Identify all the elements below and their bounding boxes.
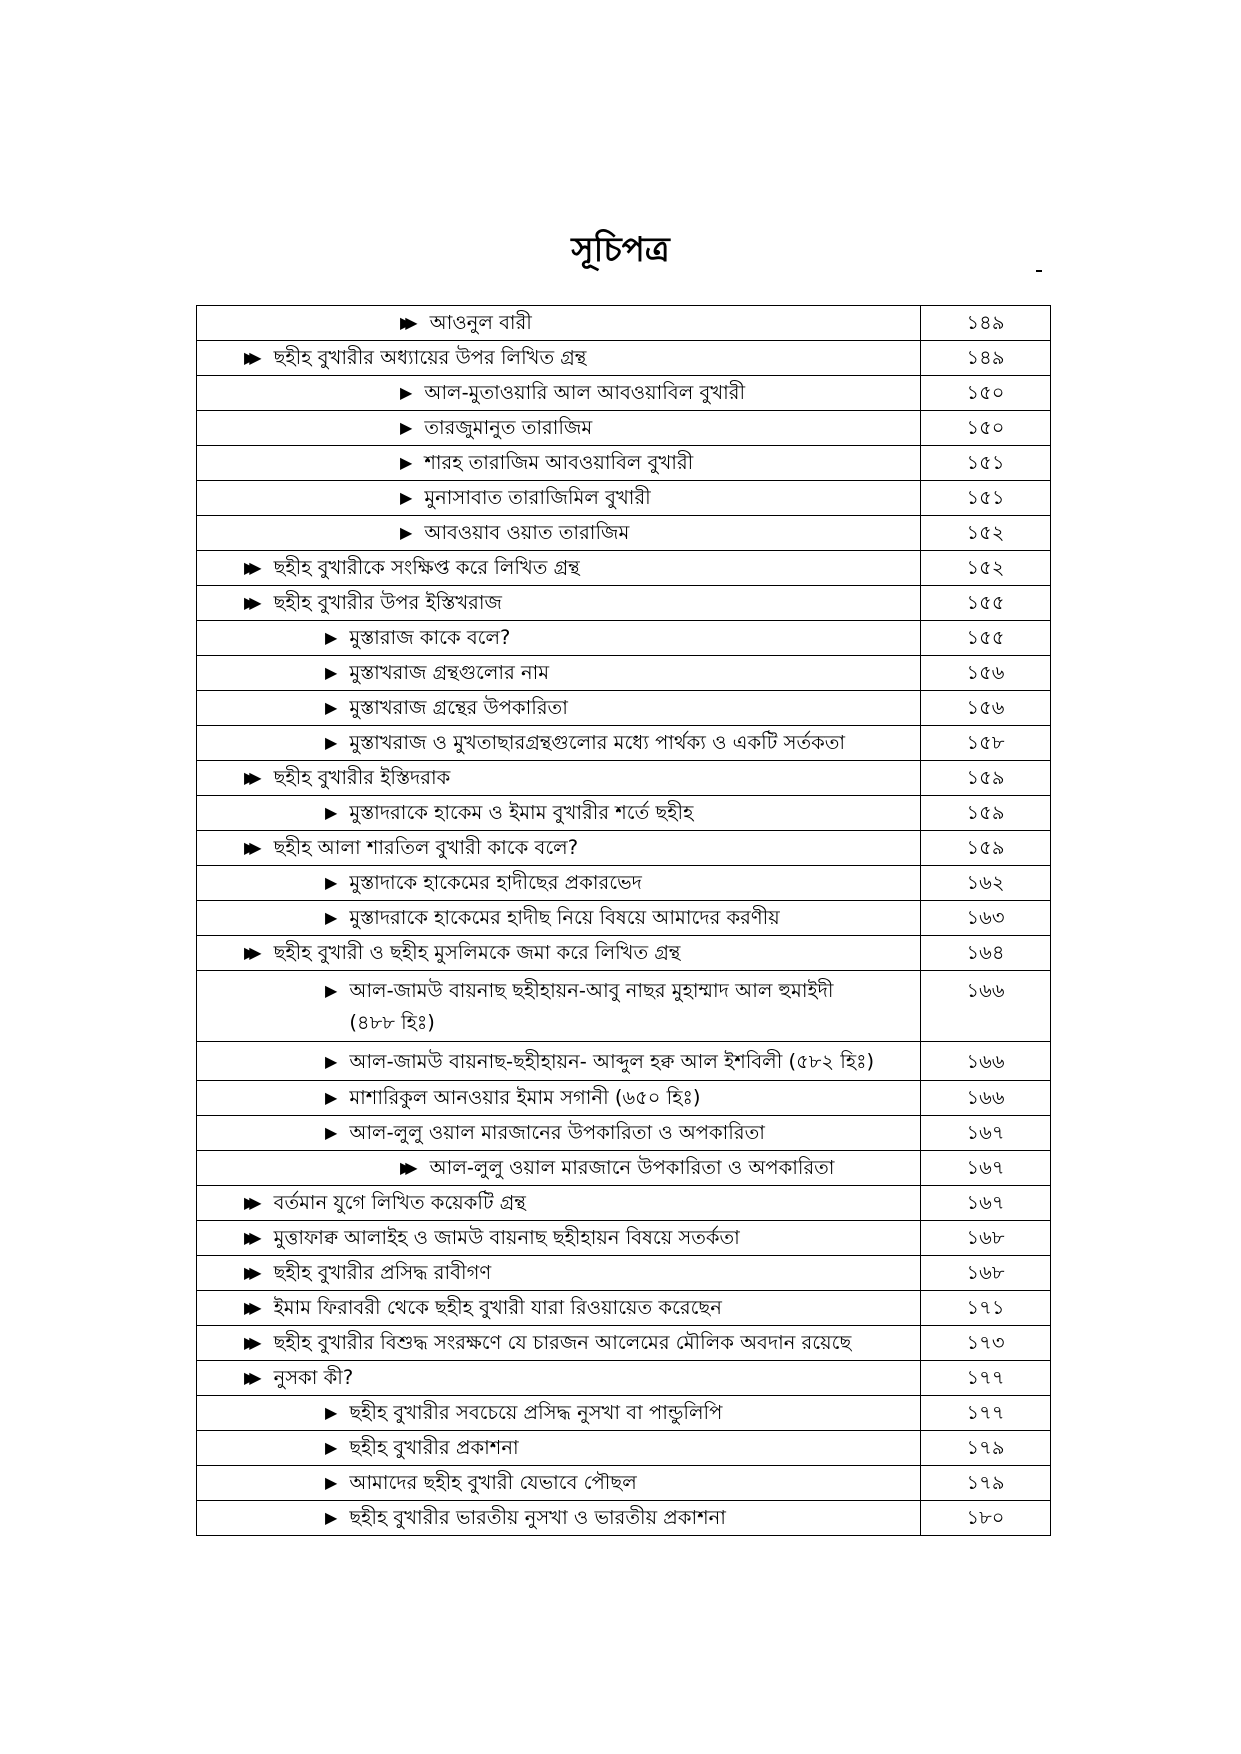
toc-entry[interactable]: [197, 1186, 921, 1221]
toc-entry[interactable]: [197, 761, 921, 796]
arrow-icon: ▶: [325, 908, 338, 927]
toc-page-number: ১৮০: [921, 1501, 1051, 1536]
toc-entry-label: মুত্তাফাক্ব আলাইহ ও জামউ বায়নাছ ছহীহায়ন বিষয়ে সতর্কতা: [273, 1226, 740, 1249]
double-arrow-icon: ▶▶: [244, 768, 255, 787]
toc-row[interactable]: [197, 1466, 1051, 1501]
toc-table: [196, 305, 1051, 1536]
toc-page-number: ১৫০: [921, 376, 1051, 411]
toc-row[interactable]: [197, 866, 1051, 901]
arrow-icon: ▶: [325, 733, 338, 752]
toc-entry-label: নুসকা কী?: [273, 1366, 354, 1389]
toc-entry[interactable]: [197, 481, 921, 516]
toc-entry[interactable]: [197, 656, 921, 691]
toc-row[interactable]: [197, 1431, 1051, 1466]
toc-entry-label: ছহীহ বুখারীর প্রসিদ্ধ রাবীগণ: [273, 1261, 492, 1284]
toc-page-number: ১৫৯: [921, 831, 1051, 866]
toc-entry[interactable]: [197, 1221, 921, 1256]
toc-entry[interactable]: [197, 1081, 921, 1116]
toc-entry-label: ছহীহ বুখারীকে সংক্ষিপ্ত করে লিখিত গ্রন্থ: [273, 556, 580, 579]
toc-row[interactable]: [197, 306, 1051, 341]
toc-page-number: ১৫৯: [921, 796, 1051, 831]
toc-entry[interactable]: [197, 1361, 921, 1396]
toc-row[interactable]: [197, 1501, 1051, 1536]
arrow-icon: ▶: [325, 981, 338, 1000]
toc-entry[interactable]: [197, 516, 921, 551]
toc-row[interactable]: [197, 726, 1051, 761]
toc-entry[interactable]: [197, 551, 921, 586]
toc-entry-label: ছহীহ বুখারীর ইস্তিদরাক: [273, 766, 451, 789]
toc-page-number: ১৬২: [921, 866, 1051, 901]
toc-page-number: ১৬৬: [921, 1081, 1051, 1116]
toc-page-number: ১৫৯: [921, 761, 1051, 796]
toc-entry-label: মুস্তারাজ কাকে বলে?: [349, 626, 511, 649]
toc-entry-label: তারজুমানুত তারাজিম: [424, 416, 593, 439]
arrow-icon: ▶: [400, 418, 413, 437]
toc-entry-label: মুস্তাখরাজ ও মুখতাছারগ্রন্থগুলোর মধ্যে পার্থক্য ও একটি সর্তকতা: [349, 731, 846, 754]
toc-entry-label: আল-মুতাওয়ারি আল আবওয়াবিল বুখারী: [424, 381, 746, 404]
toc-row[interactable]: [197, 411, 1051, 446]
toc-row[interactable]: [197, 1396, 1051, 1431]
arrow-icon: ▶: [325, 1052, 338, 1071]
toc-row[interactable]: [197, 971, 1051, 1042]
toc-page-number: ১৭৭: [921, 1396, 1051, 1431]
arrow-icon: ▶: [325, 873, 338, 892]
toc-page-number: ১৬৬: [921, 1042, 1051, 1081]
toc-entry-label: মুস্তাদাকে হাকেমের হাদীছের প্রকারভেদ: [349, 871, 642, 894]
toc-entry[interactable]: [197, 1466, 921, 1501]
toc-entry-label: ছহীহ বুখারীর প্রকাশনা: [349, 1436, 519, 1459]
arrow-icon: ▶: [325, 1123, 338, 1142]
double-arrow-icon: ▶▶: [244, 1263, 255, 1282]
toc-row[interactable]: [197, 656, 1051, 691]
toc-row[interactable]: [197, 341, 1051, 376]
toc-row[interactable]: [197, 796, 1051, 831]
double-arrow-icon: ▶▶: [400, 313, 411, 332]
arrow-icon: ▶: [325, 1473, 338, 1492]
toc-page-number: ১৬৬: [921, 971, 1051, 1042]
toc-row[interactable]: [197, 831, 1051, 866]
toc-entry[interactable]: [197, 621, 921, 656]
toc-entry-label: ছহীহ বুখারীর ভারতীয় নুসখা ও ভারতীয় প্রকাশনা: [349, 1506, 726, 1529]
arrow-icon: ▶: [325, 1508, 338, 1527]
toc-entry-label: ছহীহ বুখারী ও ছহীহ মুসলিমকে জমা করে লিখিত গ্রন্থ: [273, 941, 681, 964]
toc-row[interactable]: [197, 446, 1051, 481]
toc-page-number: ১৫০: [921, 411, 1051, 446]
arrow-icon: ▶: [400, 453, 413, 472]
toc-entry[interactable]: [197, 796, 921, 831]
toc-page-number: ১৬৪: [921, 936, 1051, 971]
toc-row[interactable]: [197, 761, 1051, 796]
toc-entry[interactable]: [197, 1291, 921, 1326]
toc-row[interactable]: [197, 1256, 1051, 1291]
toc-row[interactable]: [197, 1081, 1051, 1116]
toc-page-number: ১৬৩: [921, 901, 1051, 936]
arrow-icon: ▶: [325, 1438, 338, 1457]
toc-page-number: ১৭১: [921, 1291, 1051, 1326]
double-arrow-icon: ▶▶: [244, 348, 255, 367]
page-title: সূচিপত্র: [571, 230, 670, 270]
double-arrow-icon: ▶▶: [400, 1158, 411, 1177]
toc-entry-label: আমাদের ছহীহ বুখারী যেভাবে পৌছল: [349, 1471, 637, 1494]
toc-entry-label: আল-লুলু ওয়াল মারজানে উপকারিতা ও অপকারিতা: [429, 1156, 835, 1179]
toc-entry-label: মুনাসাবাত তারাজিমিল বুখারী: [424, 486, 651, 509]
toc-entry[interactable]: [197, 1042, 921, 1081]
toc-row[interactable]: [197, 1291, 1051, 1326]
toc-row[interactable]: [197, 376, 1051, 411]
toc-page-number: ১৫৬: [921, 656, 1051, 691]
toc-page-number: ১৬৮: [921, 1256, 1051, 1291]
double-arrow-icon: ▶▶: [244, 1193, 255, 1212]
arrow-icon: ▶: [325, 1088, 338, 1107]
toc-entry-label: ইমাম ফিরাবরী থেকে ছহীহ বুখারী যারা রিওয়ায়েত করেছেন: [273, 1296, 722, 1319]
toc-entry[interactable]: [197, 586, 921, 621]
double-arrow-icon: ▶▶: [244, 838, 255, 857]
arrow-icon: ▶: [325, 698, 338, 717]
arrow-icon: ▶: [325, 663, 338, 682]
toc-page-number: ১৪৯: [921, 341, 1051, 376]
toc-row[interactable]: [197, 1042, 1051, 1081]
toc-entry[interactable]: [197, 1326, 921, 1361]
toc-row[interactable]: [197, 936, 1051, 971]
double-arrow-icon: ▶▶: [244, 593, 255, 612]
toc-row[interactable]: [197, 1116, 1051, 1151]
toc-page-number: ১৬৭: [921, 1151, 1051, 1186]
toc-entry-label: মুস্তাদরাকে হাকেমের হাদীছ নিয়ে বিষয়ে আমাদের করণীয়: [349, 906, 780, 929]
toc-page-number: ১৫৮: [921, 726, 1051, 761]
toc-page-number: ১৪৯: [921, 306, 1051, 341]
toc-entry[interactable]: [197, 831, 921, 866]
toc-entry-label: শারহ তারাজিম আবওয়াবিল বুখারী: [424, 451, 694, 474]
toc-page-number: ১৫১: [921, 446, 1051, 481]
toc-entry[interactable]: [197, 376, 921, 411]
toc-entry-label: ছহীহ বুখারীর অধ্যায়ের উপর লিখিত গ্রন্থ: [273, 346, 587, 369]
toc-row[interactable]: [197, 586, 1051, 621]
toc-entry[interactable]: [197, 691, 921, 726]
toc-row[interactable]: [197, 516, 1051, 551]
toc-entry-label: ছহীহ বুখারীর উপর ইস্তিখরাজ: [273, 591, 502, 614]
toc-row[interactable]: [197, 1361, 1051, 1396]
toc-entry[interactable]: [197, 971, 921, 1042]
divider-mark: [1036, 270, 1042, 272]
toc-entry-label: ছহীহ বুখারীর সবচেয়ে প্রসিদ্ধ নুসখা বা পান্ডুলিপি: [349, 1401, 723, 1424]
toc-entry[interactable]: [197, 1431, 921, 1466]
toc-row[interactable]: [197, 1221, 1051, 1256]
toc-page-number: ১৭৯: [921, 1431, 1051, 1466]
toc-entry[interactable]: [197, 866, 921, 901]
arrow-icon: ▶: [400, 523, 413, 542]
arrow-icon: ▶: [400, 488, 413, 507]
toc-entry[interactable]: [197, 936, 921, 971]
double-arrow-icon: ▶▶: [244, 1368, 255, 1387]
toc-entry-label: আবওয়াব ওয়াত তারাজিম: [424, 521, 630, 544]
toc-row[interactable]: [197, 1151, 1051, 1186]
toc-entry[interactable]: [197, 446, 921, 481]
toc-entry-label: ছহীহ আলা শারতিল বুখারী কাকে বলে?: [273, 836, 579, 859]
double-arrow-icon: ▶▶: [244, 943, 255, 962]
toc-entry-label: আওনুল বারী: [429, 311, 532, 334]
toc-page-number: ১৬৮: [921, 1221, 1051, 1256]
toc-row[interactable]: [197, 551, 1051, 586]
toc-page-number: ১৫৬: [921, 691, 1051, 726]
double-arrow-icon: ▶▶: [244, 558, 255, 577]
double-arrow-icon: ▶▶: [244, 1228, 255, 1247]
toc-entry[interactable]: [197, 901, 921, 936]
toc-entry-label: বর্তমান যুগে লিখিত কয়েকটি গ্রন্থ: [273, 1191, 526, 1214]
toc-row[interactable]: [197, 691, 1051, 726]
double-arrow-icon: ▶▶: [244, 1298, 255, 1317]
toc-page-number: ১৫২: [921, 516, 1051, 551]
toc-entry[interactable]: [197, 306, 921, 341]
toc-entry-label: আল-জামউ বায়নাছ-ছহীহায়ন- আব্দুল হক্ব আল ইশবিলী (৫৮২ হিঃ): [349, 1050, 875, 1073]
toc-row[interactable]: [197, 1326, 1051, 1361]
toc-entry-label: মুস্তাখরাজ গ্রন্থগুলোর নাম: [349, 661, 550, 684]
arrow-icon: ▶: [325, 628, 338, 647]
arrow-icon: ▶: [325, 1403, 338, 1422]
toc-row[interactable]: [197, 901, 1051, 936]
toc-entry[interactable]: [197, 1501, 921, 1536]
toc-row[interactable]: [197, 481, 1051, 516]
toc-entry-label: মুস্তাখরাজ গ্রন্থের উপকারিতা: [349, 696, 568, 719]
toc-page-number: ১৫২: [921, 551, 1051, 586]
toc-row[interactable]: [197, 621, 1051, 656]
toc-entry[interactable]: [197, 411, 921, 446]
arrow-icon: ▶: [400, 383, 413, 402]
toc-page-number: ১৭৩: [921, 1326, 1051, 1361]
toc-entry-label: আল-জামউ বায়নাছ ছহীহায়ন-আবু নাছর মুহাম্মাদ আল হুমাইদী (৪৮৮ হিঃ): [349, 979, 834, 1034]
toc-page-number: ১৬৭: [921, 1116, 1051, 1151]
toc-entry[interactable]: [197, 1396, 921, 1431]
toc-entry-label: মাশারিকুল আনওয়ার ইমাম সগানী (৬৫০ হিঃ): [349, 1086, 701, 1109]
toc-entry[interactable]: [197, 726, 921, 761]
toc-entry-label: ছহীহ বুখারীর বিশুদ্ধ সংরক্ষণে যে চারজন আলেমের মৌলিক অবদান রয়েছে: [273, 1331, 852, 1354]
toc-page-number: ১৭৯: [921, 1466, 1051, 1501]
toc-page-number: ১৫১: [921, 481, 1051, 516]
toc-page-number: ১৭৭: [921, 1361, 1051, 1396]
arrow-icon: ▶: [325, 803, 338, 822]
toc-entry-label: মুস্তাদরাকে হাকেম ও ইমাম বুখারীর শর্তে ছহীহ: [349, 801, 694, 824]
toc-page-number: ১৫৫: [921, 586, 1051, 621]
toc-page-number: ১৬৭: [921, 1186, 1051, 1221]
toc-entry[interactable]: [197, 1151, 921, 1186]
toc-row[interactable]: [197, 1186, 1051, 1221]
double-arrow-icon: ▶▶: [244, 1333, 255, 1352]
toc-entry-label: আল-লুলু ওয়াল মারজানের উপকারিতা ও অপকারিতা: [349, 1121, 765, 1144]
toc-page-number: ১৫৫: [921, 621, 1051, 656]
toc-entry[interactable]: [197, 1256, 921, 1291]
toc-entry[interactable]: [197, 341, 921, 376]
toc-entry[interactable]: [197, 1116, 921, 1151]
